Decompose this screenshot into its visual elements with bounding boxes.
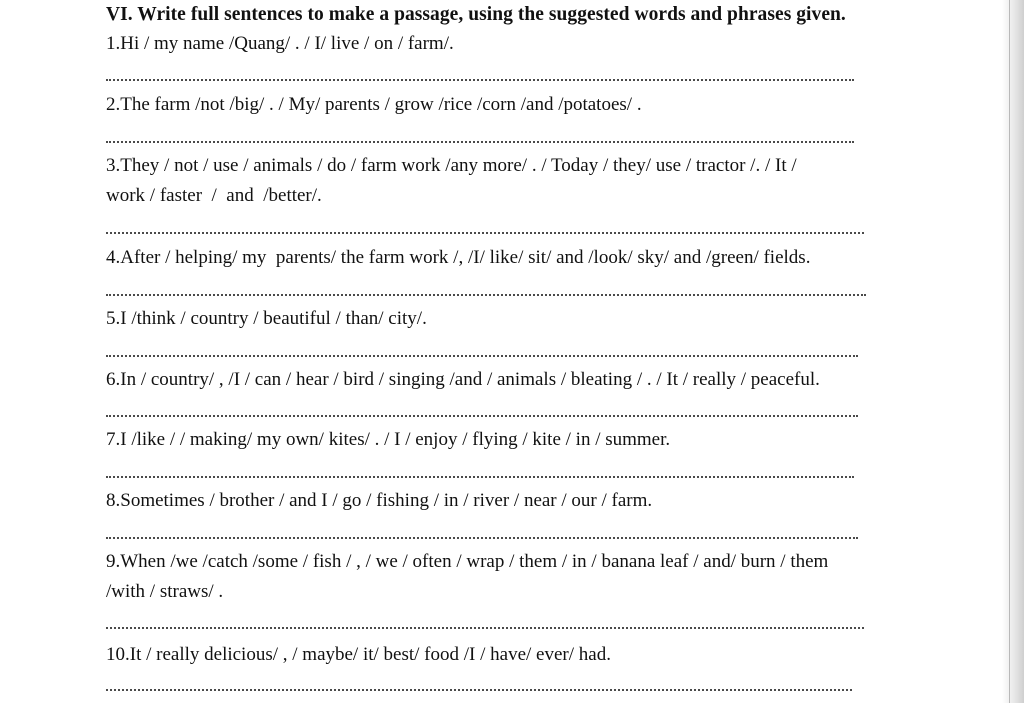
exercise-item-4	[106, 243, 986, 273]
item-prompt: 10.It / really delicious/ , / maybe/ it/ best/ food /I / have/ ever/ had.	[106, 644, 611, 665]
answer-line	[106, 353, 858, 357]
answer-line	[106, 292, 866, 296]
item-prompt: 4.After / helping/ my parents/ the farm work /, /I/ like/ sit/ and /look/ sky/ and /green/ fields.	[106, 247, 811, 268]
exercise-heading: VI. Write full sentences to make a passage, using the suggested words and phrases given.	[106, 4, 846, 25]
exercise-item-10	[106, 640, 986, 670]
page-edge-line	[1009, 0, 1010, 703]
item-prompt: 5.I /think / country / beautiful / than/ city/.	[106, 308, 427, 329]
item-prompt: 9.When /we /catch /some / fish / , / we / often / wrap / them / in / banana leaf / and/ burn / them /with / straws/ .	[106, 551, 829, 602]
exercise-item-8	[106, 486, 986, 516]
exercise-item-3	[106, 151, 986, 211]
exercise-item-7	[106, 425, 986, 455]
item-prompt: 6.In / country/ , /I / can / hear / bird / singing /and / animals / bleating / . / It / really / peaceful.	[106, 369, 820, 390]
exercise-item-1	[106, 29, 986, 59]
answer-line	[106, 77, 854, 81]
answer-line	[106, 535, 858, 539]
item-prompt: 1.Hi / my name /Quang/ . / I/ live / on / farm/.	[106, 33, 454, 54]
answer-line	[106, 474, 854, 478]
answer-line	[106, 687, 852, 691]
exercise-item-6	[106, 365, 986, 395]
answer-line	[106, 413, 858, 417]
answer-line	[106, 625, 864, 629]
item-prompt: 7.I /like / / making/ my own/ kites/ . / I / enjoy / flying / kite / in / summer.	[106, 429, 671, 450]
exercise-item-2	[106, 90, 986, 120]
item-prompt: 3.They / not / use / animals / do / farm work /any more/ . / Today / they/ use / tractor /. / It / work / faster / and /better/.	[106, 155, 797, 206]
answer-line	[106, 139, 854, 143]
answer-line	[106, 230, 864, 234]
item-prompt: 2.The farm /not /big/ . / My/ parents / grow /rice /corn /and /potatoes/ .	[106, 94, 642, 115]
item-prompt: 8.Sometimes / brother / and I / go / fishing / in / river / near / our / farm.	[106, 490, 653, 511]
exercise-item-9	[106, 547, 986, 607]
page-edge-shadow	[1002, 0, 1024, 703]
exercise-item-5	[106, 304, 986, 334]
